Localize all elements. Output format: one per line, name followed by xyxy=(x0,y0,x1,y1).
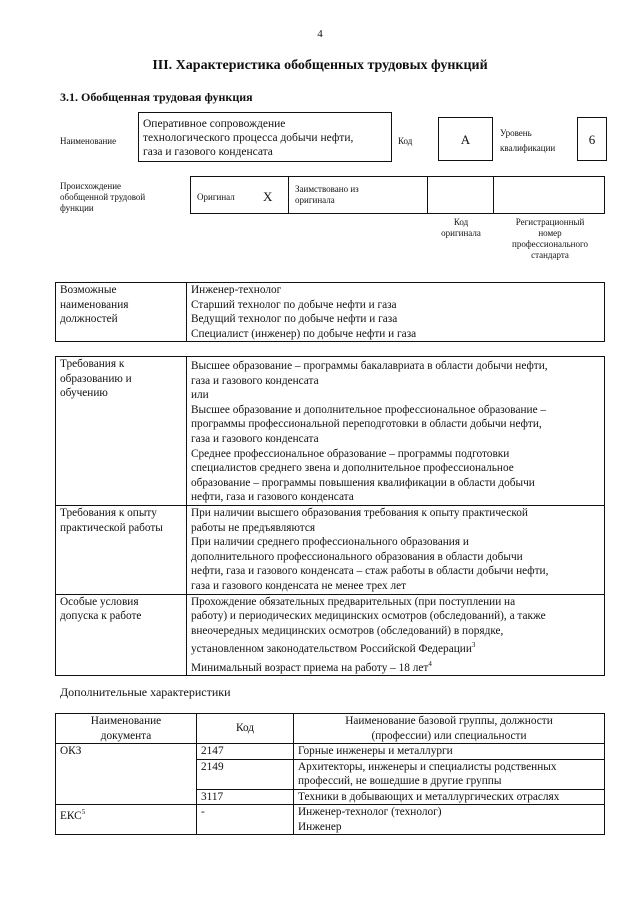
origin-label-line: Происхождение xyxy=(60,181,122,191)
code-cell: 3117 xyxy=(197,789,294,805)
requirement-line: специалистов среднего звена и дополнительное профессиональное xyxy=(191,462,514,475)
column-header-line: документа xyxy=(100,729,152,742)
requirement-text xyxy=(187,594,605,676)
reg-caption-line: Регистрационный xyxy=(515,217,585,227)
column-header xyxy=(294,714,605,744)
function-name-box xyxy=(138,112,392,162)
reg-caption xyxy=(494,217,606,261)
name-cell xyxy=(294,759,605,789)
page-number: 4 xyxy=(317,28,323,40)
requirement-line-text: установленном законодательством Российской Федерации xyxy=(191,643,472,656)
requirement-line: газа и газового конденсата xyxy=(191,432,319,445)
doc-name: ЕКС xyxy=(60,809,82,822)
requirement-label xyxy=(56,594,187,676)
code-caption xyxy=(428,217,494,239)
positions-label xyxy=(56,283,187,342)
requirement-label-line: практической работы xyxy=(60,521,163,534)
borrowed-label xyxy=(295,184,359,206)
origin-label-line: функции xyxy=(60,203,94,213)
requirement-line xyxy=(191,657,600,675)
function-name-line: технологического процесса добычи нефти, xyxy=(143,132,354,144)
divider xyxy=(427,176,428,214)
footnote-mark: 5 xyxy=(81,808,86,816)
reg-caption-line: профессионального xyxy=(512,239,588,249)
name-line: Горные инженеры и металлурги xyxy=(298,745,453,757)
footnote-mark: 3 xyxy=(471,641,476,650)
name-cell xyxy=(294,789,605,805)
requirement-label-line: допуска к работе xyxy=(60,610,142,623)
additional-title: Дополнительные характеристики xyxy=(60,685,231,699)
requirements-table xyxy=(55,356,605,676)
doc-cell xyxy=(56,805,197,835)
requirement-label-line: образованию и xyxy=(60,372,132,385)
requirement-line xyxy=(191,638,600,656)
table-header-row xyxy=(56,714,605,744)
requirement-line: газа и газового конденсата не менее трех лет xyxy=(191,579,407,592)
column-header xyxy=(197,714,294,744)
name-cell xyxy=(294,805,605,835)
footnote-mark: 4 xyxy=(428,659,432,668)
code-caption-line: Код xyxy=(453,217,469,227)
requirement-line: внеочередных медицинских осмотров (обследований) в порядке, xyxy=(191,624,504,637)
requirement-line: При наличии высшего образования требования к опыту практической xyxy=(191,506,528,519)
borrowed-label-line: Заимствовано из xyxy=(295,184,359,194)
requirement-text xyxy=(187,505,605,594)
additional-table xyxy=(55,713,605,835)
name-label: Наименование xyxy=(60,136,117,146)
positions-label-line: наименования xyxy=(60,298,129,311)
original-mark: Х xyxy=(263,189,273,204)
requirement-line: нефти, газа и газового конденсата xyxy=(191,491,354,504)
code-cell: - xyxy=(197,805,294,835)
name-cell xyxy=(294,744,605,760)
requirement-label xyxy=(56,505,187,594)
requirement-line: дополнительного профессионального образования в области добычи xyxy=(191,550,523,563)
position-item: Старший технолог по добыче нефти и газа xyxy=(191,298,397,311)
requirement-line: нефти, газа и газового конденсата – стаж работы в области добычи нефти, xyxy=(191,565,549,578)
name-line: Инженер xyxy=(298,820,342,833)
divider xyxy=(493,176,494,214)
requirement-line: работы не предъявляются xyxy=(191,521,316,534)
positions-list xyxy=(187,283,605,342)
requirement-label-line: Требования к опыту xyxy=(60,506,157,519)
reg-caption-line: стандарта xyxy=(531,250,569,260)
doc-cell xyxy=(56,744,197,805)
position-item: Инженер-технолог xyxy=(191,284,282,296)
code-value: А xyxy=(438,117,493,161)
name-line: Архитекторы, инженеры и специалисты родственных xyxy=(298,760,557,773)
borrowed-label-line: оригинала xyxy=(295,195,335,205)
requirement-row-experience xyxy=(56,505,605,594)
divider xyxy=(288,176,289,214)
name-line: Инженер-технолог (технолог) xyxy=(298,806,442,818)
requirement-line: Прохождение обязательных предварительных (при поступлении на xyxy=(191,595,516,608)
requirement-line: При наличии среднего профессионального образования и xyxy=(191,536,469,549)
origin-label-line: обобщенной трудовой xyxy=(60,192,146,202)
code-cell: 2147 xyxy=(197,744,294,760)
column-header xyxy=(56,714,197,744)
requirement-line: образование – программы повышения квалификации в области добычи xyxy=(191,476,535,489)
requirement-line: программы профессиональной переподготовки в области добычи нефти, xyxy=(191,418,542,431)
requirement-line: Высшее образование и дополнительное профессиональное образование – xyxy=(191,403,547,416)
positions-label-line: Возможные xyxy=(60,284,117,296)
requirement-text xyxy=(187,357,605,506)
code-label: Код xyxy=(398,136,413,146)
origin-label xyxy=(60,181,145,214)
requirement-line-text: Минимальный возраст приема на работу – 18 лет xyxy=(191,661,429,674)
table-row xyxy=(56,744,605,760)
name-line: Техники в добывающих и металлургических отраслях xyxy=(298,790,560,803)
requirement-line: газа и газового конденсата xyxy=(191,374,319,387)
function-name-line: газа и газового конденсата xyxy=(143,146,273,158)
requirement-line: Высшее образование – программы бакалавриата в области добычи нефти, xyxy=(191,360,548,372)
original-label: Оригинал xyxy=(197,192,235,202)
origin-box xyxy=(190,176,605,214)
level-value: 6 xyxy=(577,117,607,161)
requirement-line: работу) и периодических медицинских осмотров (обследований), а также xyxy=(191,610,546,623)
name-line: профессий, не вошедшие в другие группы xyxy=(298,775,502,787)
position-item: Специалист (инженер) по добыче нефти и газа xyxy=(191,327,417,340)
subsection-title: 3.1. Обобщенная трудовая функция xyxy=(60,90,253,104)
level-label-line: Уровень xyxy=(500,128,532,138)
requirement-row-conditions xyxy=(56,594,605,676)
requirement-line: или xyxy=(191,389,209,402)
table-row xyxy=(56,805,605,835)
doc-name: ОКЗ xyxy=(60,745,82,757)
position-item: Ведущий технолог по добыче нефти и газа xyxy=(191,313,398,325)
requirement-label-line: Особые условия xyxy=(60,595,139,608)
code-caption-line: оригинала xyxy=(441,228,481,238)
level-label-line: квалификации xyxy=(500,143,556,153)
column-header-line: Код xyxy=(235,722,255,735)
section-title: III. Характеристика обобщенных трудовых функций xyxy=(152,58,488,73)
requirement-label-line: Требования к xyxy=(60,358,125,370)
reg-caption-line: номер xyxy=(538,228,562,238)
requirement-row-education xyxy=(56,357,605,506)
column-header-line: Наименование базовой группы, должности xyxy=(345,715,553,727)
column-header-line: Наименование xyxy=(90,715,162,727)
requirement-line: Среднее профессиональное образование – программы подготовки xyxy=(191,447,510,460)
positions-table xyxy=(55,282,605,342)
requirement-label xyxy=(56,357,187,506)
column-header-line: (профессии) или специальности xyxy=(371,729,527,742)
function-name-line: Оперативное сопровождение xyxy=(143,118,286,130)
requirement-label-line: обучению xyxy=(60,387,108,400)
level-label xyxy=(500,128,555,154)
positions-label-line: должностей xyxy=(60,313,118,325)
code-cell: 2149 xyxy=(197,759,294,789)
